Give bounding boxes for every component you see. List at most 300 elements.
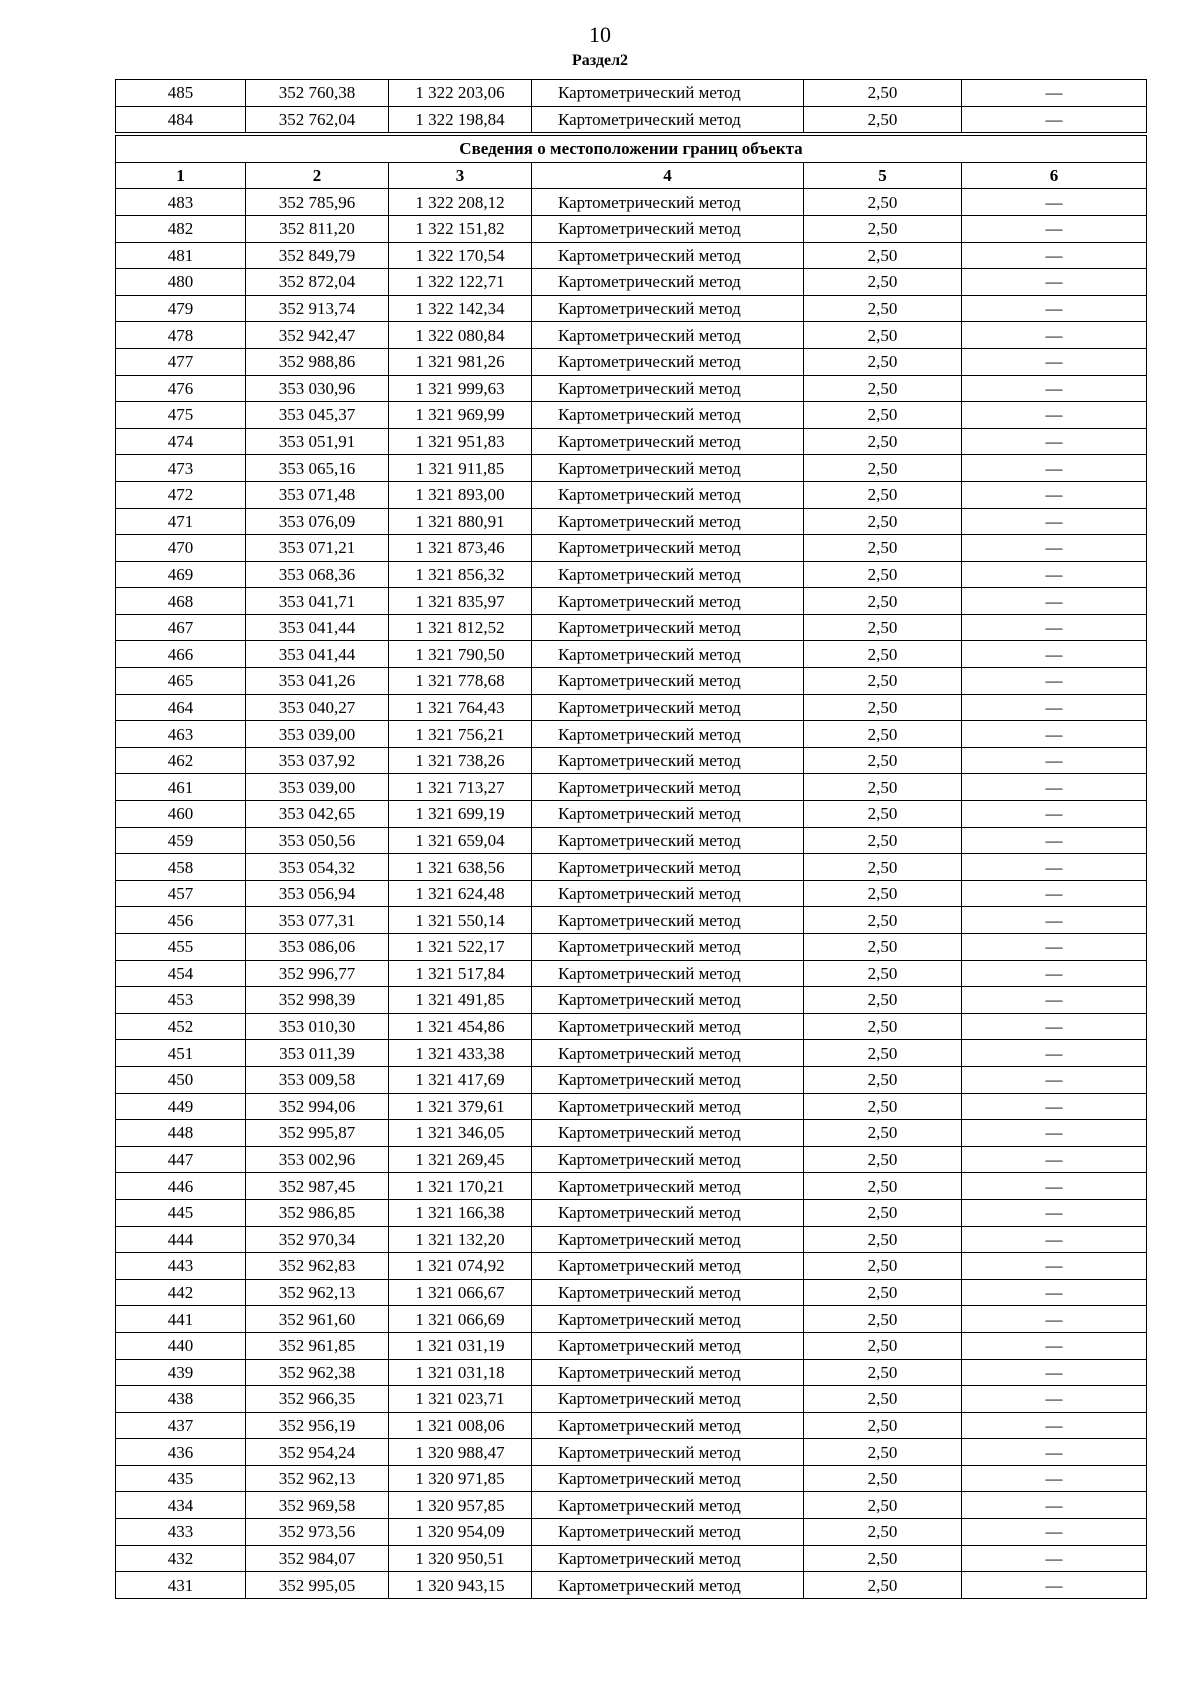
cell-method: Картометрический метод xyxy=(532,1093,804,1120)
column-header: 3 xyxy=(389,162,532,189)
cell-coord-x: 352 995,87 xyxy=(246,1120,389,1147)
cell-method: Картометрический метод xyxy=(532,1465,804,1492)
column-header: 2 xyxy=(246,162,389,189)
cell-coord-x: 353 040,27 xyxy=(246,694,389,721)
cell-coord-x: 352 760,38 xyxy=(246,80,389,107)
cell-description: — xyxy=(962,827,1147,854)
cell-coord-x: 353 041,44 xyxy=(246,641,389,668)
cell-accuracy: 2,50 xyxy=(804,106,962,133)
cell-accuracy: 2,50 xyxy=(804,508,962,535)
cell-coord-y: 1 321 491,85 xyxy=(389,987,532,1014)
table-row xyxy=(116,960,1147,987)
table-row xyxy=(116,269,1147,296)
cell-accuracy: 2,50 xyxy=(804,721,962,748)
cell-description: — xyxy=(962,1120,1147,1147)
table-row xyxy=(116,721,1147,748)
cell-point-number: 441 xyxy=(116,1306,246,1333)
cell-coord-y: 1 321 031,18 xyxy=(389,1359,532,1386)
cell-method: Картометрический метод xyxy=(532,774,804,801)
cell-accuracy: 2,50 xyxy=(804,1146,962,1173)
cell-description: — xyxy=(962,1545,1147,1572)
cell-method: Картометрический метод xyxy=(532,1120,804,1147)
cell-coord-x: 352 970,34 xyxy=(246,1226,389,1253)
cell-coord-x: 353 042,65 xyxy=(246,801,389,828)
cell-method: Картометрический метод xyxy=(532,747,804,774)
cell-accuracy: 2,50 xyxy=(804,1386,962,1413)
cell-coord-x: 353 076,09 xyxy=(246,508,389,535)
cell-method: Картометрический метод xyxy=(532,428,804,455)
table-row xyxy=(116,1572,1147,1599)
cell-point-number: 469 xyxy=(116,561,246,588)
cell-coord-x: 352 994,06 xyxy=(246,1093,389,1120)
cell-coord-x: 353 071,21 xyxy=(246,535,389,562)
cell-accuracy: 2,50 xyxy=(804,1040,962,1067)
table-row xyxy=(116,1306,1147,1333)
cell-coord-y: 1 322 122,71 xyxy=(389,269,532,296)
cell-coord-x: 353 077,31 xyxy=(246,907,389,934)
cell-point-number: 438 xyxy=(116,1386,246,1413)
cell-coord-x: 353 041,71 xyxy=(246,588,389,615)
cell-method: Картометрический метод xyxy=(532,1386,804,1413)
cell-method: Картометрический метод xyxy=(532,1066,804,1093)
cell-method: Картометрический метод xyxy=(532,1545,804,1572)
cell-coord-y: 1 321 166,38 xyxy=(389,1199,532,1226)
cell-method: Картометрический метод xyxy=(532,215,804,242)
cell-coord-y: 1 321 346,05 xyxy=(389,1120,532,1147)
cell-coord-x: 352 962,13 xyxy=(246,1279,389,1306)
cell-coord-y: 1 321 074,92 xyxy=(389,1253,532,1280)
cell-method: Картометрический метод xyxy=(532,481,804,508)
cell-method: Картометрический метод xyxy=(532,295,804,322)
cell-accuracy: 2,50 xyxy=(804,428,962,455)
cell-coord-x: 352 762,04 xyxy=(246,106,389,133)
cell-point-number: 468 xyxy=(116,588,246,615)
cell-coord-x: 352 962,38 xyxy=(246,1359,389,1386)
cell-point-number: 465 xyxy=(116,668,246,695)
cell-coord-x: 352 966,35 xyxy=(246,1386,389,1413)
cell-method: Картометрический метод xyxy=(532,801,804,828)
cell-description: — xyxy=(962,641,1147,668)
cell-description: — xyxy=(962,1492,1147,1519)
column-header: 5 xyxy=(804,162,962,189)
cell-coord-y: 1 321 893,00 xyxy=(389,481,532,508)
table-row xyxy=(116,1120,1147,1147)
table-row xyxy=(116,880,1147,907)
cell-coord-y: 1 321 624,48 xyxy=(389,880,532,907)
cell-coord-y: 1 322 208,12 xyxy=(389,189,532,216)
table-row xyxy=(116,455,1147,482)
cell-method: Картометрический метод xyxy=(532,588,804,615)
cell-coord-y: 1 321 433,38 xyxy=(389,1040,532,1067)
cell-coord-y: 1 322 080,84 xyxy=(389,322,532,349)
cell-description: — xyxy=(962,668,1147,695)
cell-method: Картометрический метод xyxy=(532,1013,804,1040)
cell-coord-x: 353 009,58 xyxy=(246,1066,389,1093)
cell-point-number: 452 xyxy=(116,1013,246,1040)
cell-point-number: 448 xyxy=(116,1120,246,1147)
cell-point-number: 461 xyxy=(116,774,246,801)
cell-coord-x: 352 995,05 xyxy=(246,1572,389,1599)
cell-accuracy: 2,50 xyxy=(804,242,962,269)
cell-accuracy: 2,50 xyxy=(804,1279,962,1306)
cell-coord-x: 352 962,83 xyxy=(246,1253,389,1280)
cell-method: Картометрический метод xyxy=(532,827,804,854)
cell-accuracy: 2,50 xyxy=(804,215,962,242)
cell-point-number: 431 xyxy=(116,1572,246,1599)
table-row xyxy=(116,1439,1147,1466)
cell-point-number: 451 xyxy=(116,1040,246,1067)
cell-coord-x: 352 998,39 xyxy=(246,987,389,1014)
cell-accuracy: 2,50 xyxy=(804,481,962,508)
cell-coord-y: 1 320 957,85 xyxy=(389,1492,532,1519)
cell-description: — xyxy=(962,987,1147,1014)
cell-point-number: 434 xyxy=(116,1492,246,1519)
cell-description: — xyxy=(962,1173,1147,1200)
table-row xyxy=(116,348,1147,375)
cell-coord-y: 1 321 911,85 xyxy=(389,455,532,482)
table-row xyxy=(116,1412,1147,1439)
cell-description: — xyxy=(962,348,1147,375)
cell-point-number: 481 xyxy=(116,242,246,269)
cell-description: — xyxy=(962,801,1147,828)
table-row xyxy=(116,242,1147,269)
cell-description: — xyxy=(962,1359,1147,1386)
cell-accuracy: 2,50 xyxy=(804,934,962,961)
cell-point-number: 475 xyxy=(116,402,246,429)
cell-description: — xyxy=(962,1465,1147,1492)
cell-point-number: 447 xyxy=(116,1146,246,1173)
cell-accuracy: 2,50 xyxy=(804,1332,962,1359)
cell-point-number: 433 xyxy=(116,1519,246,1546)
cell-description: — xyxy=(962,402,1147,429)
cell-accuracy: 2,50 xyxy=(804,694,962,721)
table-row xyxy=(116,322,1147,349)
cell-coord-y: 1 321 969,99 xyxy=(389,402,532,429)
cell-accuracy: 2,50 xyxy=(804,1173,962,1200)
cell-coord-x: 352 849,79 xyxy=(246,242,389,269)
cell-coord-y: 1 321 638,56 xyxy=(389,854,532,881)
cell-coord-x: 353 071,48 xyxy=(246,481,389,508)
cell-point-number: 474 xyxy=(116,428,246,455)
cell-description: — xyxy=(962,1439,1147,1466)
table-row xyxy=(116,1013,1147,1040)
table-row xyxy=(116,1279,1147,1306)
cell-coord-x: 353 010,30 xyxy=(246,1013,389,1040)
cell-point-number: 471 xyxy=(116,508,246,535)
cell-accuracy: 2,50 xyxy=(804,987,962,1014)
cell-point-number: 440 xyxy=(116,1332,246,1359)
cell-point-number: 477 xyxy=(116,348,246,375)
table-row xyxy=(116,747,1147,774)
cell-coord-x: 353 041,44 xyxy=(246,614,389,641)
cell-coord-y: 1 321 170,21 xyxy=(389,1173,532,1200)
cell-description: — xyxy=(962,375,1147,402)
cell-accuracy: 2,50 xyxy=(804,1519,962,1546)
cell-coord-y: 1 321 417,69 xyxy=(389,1066,532,1093)
table-row xyxy=(116,668,1147,695)
table-row xyxy=(116,295,1147,322)
table-row xyxy=(116,1173,1147,1200)
cell-accuracy: 2,50 xyxy=(804,880,962,907)
section-title: Раздел2 xyxy=(571,52,629,69)
table-rows-before xyxy=(116,80,1147,133)
cell-coord-y: 1 321 856,32 xyxy=(389,561,532,588)
cell-method: Картометрический метод xyxy=(532,934,804,961)
cell-coord-y: 1 321 835,97 xyxy=(389,588,532,615)
table-row xyxy=(116,80,1147,107)
cell-description: — xyxy=(962,295,1147,322)
cell-accuracy: 2,50 xyxy=(804,1199,962,1226)
table-row xyxy=(116,561,1147,588)
cell-coord-y: 1 321 778,68 xyxy=(389,668,532,695)
table-row xyxy=(116,1519,1147,1546)
table-row xyxy=(116,375,1147,402)
cell-description: — xyxy=(962,269,1147,296)
cell-coord-x: 352 961,85 xyxy=(246,1332,389,1359)
cell-point-number: 443 xyxy=(116,1253,246,1280)
cell-coord-y: 1 321 999,63 xyxy=(389,375,532,402)
cell-method: Картометрический метод xyxy=(532,535,804,562)
cell-description: — xyxy=(962,1199,1147,1226)
cell-accuracy: 2,50 xyxy=(804,269,962,296)
cell-point-number: 459 xyxy=(116,827,246,854)
cell-coord-y: 1 321 812,52 xyxy=(389,614,532,641)
cell-coord-x: 353 054,32 xyxy=(246,854,389,881)
cell-point-number: 455 xyxy=(116,934,246,961)
table-row xyxy=(116,481,1147,508)
cell-point-number: 445 xyxy=(116,1199,246,1226)
cell-point-number: 466 xyxy=(116,641,246,668)
cell-coord-x: 353 011,39 xyxy=(246,1040,389,1067)
cell-method: Картометрический метод xyxy=(532,269,804,296)
cell-method: Картометрический метод xyxy=(532,854,804,881)
cell-description: — xyxy=(962,242,1147,269)
cell-accuracy: 2,50 xyxy=(804,1066,962,1093)
table-row xyxy=(116,428,1147,455)
cell-method: Картометрический метод xyxy=(532,1040,804,1067)
cell-point-number: 460 xyxy=(116,801,246,828)
page-number: 10 xyxy=(589,22,611,47)
cell-point-number: 480 xyxy=(116,269,246,296)
cell-point-number: 485 xyxy=(116,80,246,107)
cell-coord-y: 1 320 971,85 xyxy=(389,1465,532,1492)
table-row xyxy=(116,1359,1147,1386)
cell-coord-y: 1 321 023,71 xyxy=(389,1386,532,1413)
cell-accuracy: 2,50 xyxy=(804,561,962,588)
cell-description: — xyxy=(962,1146,1147,1173)
cell-accuracy: 2,50 xyxy=(804,907,962,934)
cell-description: — xyxy=(962,588,1147,615)
cell-coord-x: 352 969,58 xyxy=(246,1492,389,1519)
cell-coord-x: 352 872,04 xyxy=(246,269,389,296)
cell-accuracy: 2,50 xyxy=(804,348,962,375)
cell-point-number: 442 xyxy=(116,1279,246,1306)
table-row xyxy=(116,508,1147,535)
cell-coord-y: 1 320 988,47 xyxy=(389,1439,532,1466)
cell-method: Картометрический метод xyxy=(532,375,804,402)
cell-method: Картометрический метод xyxy=(532,1279,804,1306)
cell-description: — xyxy=(962,1040,1147,1067)
cell-description: — xyxy=(962,1572,1147,1599)
cell-accuracy: 2,50 xyxy=(804,1093,962,1120)
cell-point-number: 473 xyxy=(116,455,246,482)
cell-point-number: 435 xyxy=(116,1465,246,1492)
table-header-row xyxy=(116,162,1147,189)
table-row xyxy=(116,1253,1147,1280)
cell-coord-y: 1 321 008,06 xyxy=(389,1412,532,1439)
cell-accuracy: 2,50 xyxy=(804,455,962,482)
cell-description: — xyxy=(962,189,1147,216)
cell-accuracy: 2,50 xyxy=(804,1465,962,1492)
cell-coord-y: 1 322 151,82 xyxy=(389,215,532,242)
cell-coord-y: 1 321 880,91 xyxy=(389,508,532,535)
cell-description: — xyxy=(962,106,1147,133)
cell-description: — xyxy=(962,1279,1147,1306)
cell-method: Картометрический метод xyxy=(532,80,804,107)
cell-description: — xyxy=(962,1386,1147,1413)
cell-description: — xyxy=(962,1066,1147,1093)
cell-method: Картометрический метод xyxy=(532,987,804,1014)
cell-description: — xyxy=(962,747,1147,774)
cell-coord-y: 1 321 981,26 xyxy=(389,348,532,375)
cell-coord-x: 352 942,47 xyxy=(246,322,389,349)
cell-accuracy: 2,50 xyxy=(804,614,962,641)
cell-point-number: 479 xyxy=(116,295,246,322)
cell-coord-y: 1 322 203,06 xyxy=(389,80,532,107)
cell-accuracy: 2,50 xyxy=(804,827,962,854)
cell-accuracy: 2,50 xyxy=(804,1253,962,1280)
cell-point-number: 467 xyxy=(116,614,246,641)
cell-method: Картометрический метод xyxy=(532,1226,804,1253)
cell-accuracy: 2,50 xyxy=(804,668,962,695)
cell-coord-x: 353 039,00 xyxy=(246,721,389,748)
table-row xyxy=(116,827,1147,854)
cell-accuracy: 2,50 xyxy=(804,322,962,349)
cell-coord-y: 1 321 454,86 xyxy=(389,1013,532,1040)
cell-method: Картометрический метод xyxy=(532,1492,804,1519)
cell-coord-y: 1 322 142,34 xyxy=(389,295,532,322)
cell-method: Картометрический метод xyxy=(532,1572,804,1599)
table-row xyxy=(116,614,1147,641)
cell-accuracy: 2,50 xyxy=(804,1545,962,1572)
table-row xyxy=(116,907,1147,934)
cell-coord-y: 1 321 659,04 xyxy=(389,827,532,854)
cell-accuracy: 2,50 xyxy=(804,1359,962,1386)
cell-method: Картометрический метод xyxy=(532,1146,804,1173)
cell-coord-x: 352 785,96 xyxy=(246,189,389,216)
cell-description: — xyxy=(962,694,1147,721)
cell-point-number: 432 xyxy=(116,1545,246,1572)
table-row xyxy=(116,1492,1147,1519)
cell-description: — xyxy=(962,1093,1147,1120)
cell-description: — xyxy=(962,774,1147,801)
cell-point-number: 454 xyxy=(116,960,246,987)
cell-method: Картометрический метод xyxy=(532,322,804,349)
table-row xyxy=(116,694,1147,721)
cell-coord-y: 1 321 738,26 xyxy=(389,747,532,774)
cell-accuracy: 2,50 xyxy=(804,402,962,429)
cell-description: — xyxy=(962,1519,1147,1546)
cell-method: Картометрический метод xyxy=(532,641,804,668)
cell-coord-x: 352 988,86 xyxy=(246,348,389,375)
cell-coord-x: 353 039,00 xyxy=(246,774,389,801)
cell-coord-x: 353 086,06 xyxy=(246,934,389,961)
cell-coord-x: 352 954,24 xyxy=(246,1439,389,1466)
cell-coord-y: 1 321 132,20 xyxy=(389,1226,532,1253)
table-row xyxy=(116,1066,1147,1093)
cell-method: Картометрический метод xyxy=(532,1306,804,1333)
table-row xyxy=(116,1386,1147,1413)
cell-accuracy: 2,50 xyxy=(804,1439,962,1466)
cell-coord-x: 352 987,45 xyxy=(246,1173,389,1200)
cell-coord-y: 1 322 170,54 xyxy=(389,242,532,269)
cell-description: — xyxy=(962,508,1147,535)
cell-method: Картометрический метод xyxy=(532,1359,804,1386)
cell-coord-x: 352 984,07 xyxy=(246,1545,389,1572)
cell-coord-y: 1 321 699,19 xyxy=(389,801,532,828)
cell-method: Картометрический метод xyxy=(532,880,804,907)
cell-accuracy: 2,50 xyxy=(804,588,962,615)
table-row xyxy=(116,106,1147,133)
table-row xyxy=(116,588,1147,615)
cell-method: Картометрический метод xyxy=(532,668,804,695)
cell-accuracy: 2,50 xyxy=(804,801,962,828)
cell-coord-x: 353 065,16 xyxy=(246,455,389,482)
cell-coord-x: 353 030,96 xyxy=(246,375,389,402)
cell-point-number: 449 xyxy=(116,1093,246,1120)
cell-coord-y: 1 321 066,69 xyxy=(389,1306,532,1333)
cell-description: — xyxy=(962,1013,1147,1040)
cell-coord-x: 352 956,19 xyxy=(246,1412,389,1439)
table-title: Сведения о местоположении границ объекта xyxy=(116,136,1147,163)
table-row xyxy=(116,1465,1147,1492)
cell-method: Картометрический метод xyxy=(532,721,804,748)
cell-method: Картометрический метод xyxy=(532,1173,804,1200)
cell-description: — xyxy=(962,1412,1147,1439)
cell-description: — xyxy=(962,1253,1147,1280)
table-row xyxy=(116,987,1147,1014)
cell-accuracy: 2,50 xyxy=(804,1120,962,1147)
cell-coord-y: 1 321 873,46 xyxy=(389,535,532,562)
cell-coord-y: 1 321 550,14 xyxy=(389,907,532,934)
column-header: 6 xyxy=(962,162,1147,189)
cell-point-number: 470 xyxy=(116,535,246,562)
cell-description: — xyxy=(962,934,1147,961)
cell-accuracy: 2,50 xyxy=(804,1226,962,1253)
cell-method: Картометрический метод xyxy=(532,1412,804,1439)
cell-method: Картометрический метод xyxy=(532,561,804,588)
cell-coord-x: 352 811,20 xyxy=(246,215,389,242)
table-row xyxy=(116,1040,1147,1067)
cell-description: — xyxy=(962,960,1147,987)
cell-point-number: 444 xyxy=(116,1226,246,1253)
cell-description: — xyxy=(962,455,1147,482)
cell-method: Картометрический метод xyxy=(532,348,804,375)
cell-point-number: 463 xyxy=(116,721,246,748)
table-row xyxy=(116,402,1147,429)
cell-coord-x: 352 962,13 xyxy=(246,1465,389,1492)
cell-accuracy: 2,50 xyxy=(804,960,962,987)
cell-point-number: 446 xyxy=(116,1173,246,1200)
cell-coord-y: 1 321 031,19 xyxy=(389,1332,532,1359)
cell-coord-y: 1 321 951,83 xyxy=(389,428,532,455)
cell-coord-y: 1 321 066,67 xyxy=(389,1279,532,1306)
cell-accuracy: 2,50 xyxy=(804,295,962,322)
cell-description: — xyxy=(962,1332,1147,1359)
cell-coord-y: 1 320 943,15 xyxy=(389,1572,532,1599)
cell-description: — xyxy=(962,614,1147,641)
cell-method: Картометрический метод xyxy=(532,694,804,721)
